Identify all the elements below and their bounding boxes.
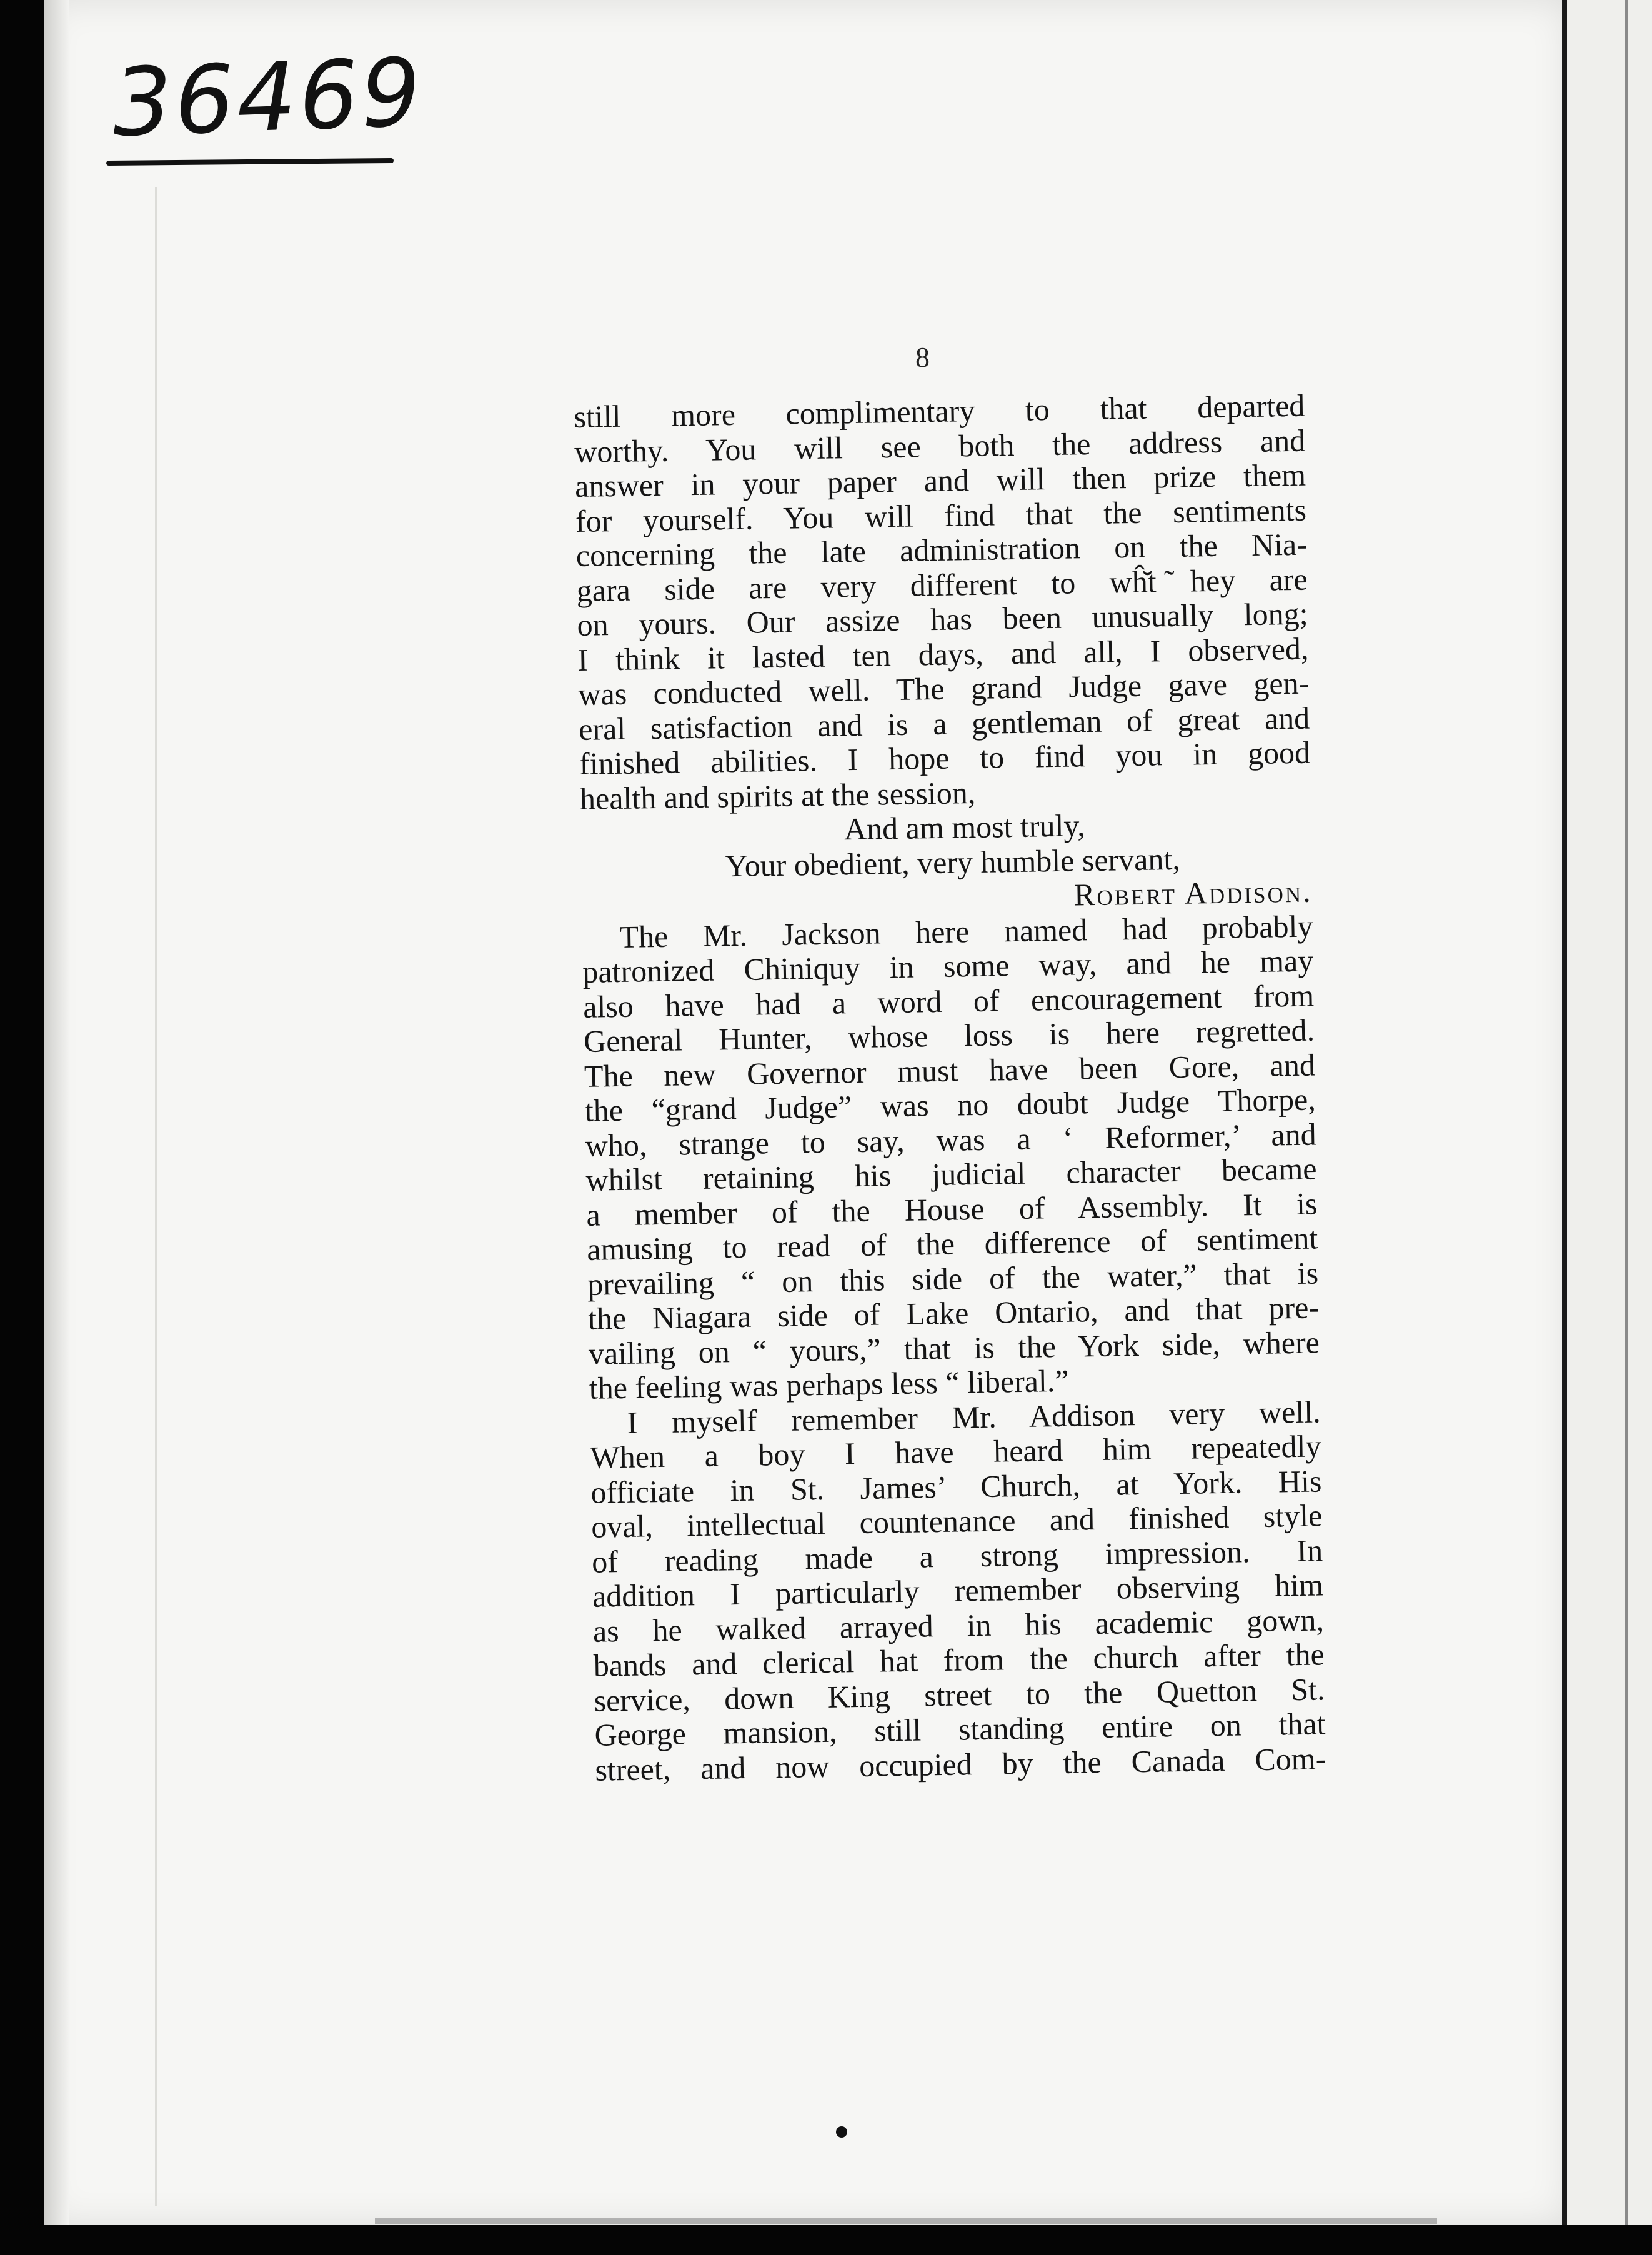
text-line: officiate in St. James’ Church, at York. His — [590, 1462, 1322, 1510]
text-line: vailing on “ yours,” that is the York side, where — [588, 1324, 1320, 1371]
letter-signature: Robert Addison. — [1073, 873, 1313, 912]
ink-dot — [836, 2126, 847, 2138]
text-line: The new Governor must have been Gore, and — [584, 1046, 1316, 1094]
text-line: on yours. Our assize has been unusually long; — [577, 596, 1308, 642]
text-line: I think it lasted ten days, and all, I observed, — [577, 631, 1309, 678]
text-line: as he walked arrayed in his academic gown, — [592, 1601, 1325, 1649]
text-line: patronized Chiniquy in some way, and he may — [582, 942, 1314, 989]
page-number: 8 — [915, 341, 930, 373]
page-left-edge — [44, 0, 69, 2225]
text-line: the feeling was perhaps less “ liberal.” — [589, 1362, 1069, 1406]
page-fold-line — [155, 188, 157, 2206]
text-line: of reading made a strong impression. In — [591, 1532, 1323, 1579]
text-line: amusing to read of the difference of sentiment — [586, 1220, 1318, 1267]
text-line: street, and now occupied by the Canada Com- — [594, 1740, 1326, 1788]
text-line: gara side are very different to wĥ̆t ̃hey are — [576, 561, 1308, 608]
text-line: worthy. You will see both the address and — [574, 422, 1306, 469]
body-text — [574, 389, 1326, 1788]
facing-page-gutter — [1625, 0, 1628, 2225]
text-line: answer in your paper and will then prize them — [574, 457, 1306, 504]
letter-closing: And am most truly, — [843, 808, 1086, 847]
text-line: addition I particularly remember observing him — [592, 1567, 1324, 1614]
text-line: a member of the House of Assembly. It is — [586, 1185, 1318, 1232]
text-line: who, strange to say, was a ‘ Reformer,’ and — [585, 1116, 1317, 1163]
text-line: I myself remember Mr. Addison very well. — [627, 1393, 1321, 1440]
text-line: for yourself. You will find that the sentiments — [575, 492, 1307, 539]
text-line: oval, intellectual countenance and finished style — [590, 1498, 1323, 1544]
facing-page-edge — [1562, 0, 1652, 2225]
text-line: finished abilities. I hope to find you in good — [579, 734, 1311, 781]
text-line: the Niagara side of Lake Ontario, and that pre- — [587, 1289, 1320, 1336]
text-line: When a boy I have heard him repeatedly — [590, 1428, 1321, 1475]
text-line: also have had a word of encouragement from — [582, 978, 1315, 1024]
text-line: concerning the late administration on the Nia- — [575, 526, 1308, 573]
text-line: service, down King street to the Quetton St. — [594, 1671, 1325, 1718]
text-line: was conducted well. The grand Judge gave gen- — [577, 665, 1310, 712]
text-line: the “grand Judge” was no doubt Judge Thorpe, — [584, 1081, 1316, 1128]
handwritten-catalog-number: 36469 — [111, 38, 425, 158]
text-line: bands and clerical hat from the church after the — [593, 1636, 1325, 1683]
text-line: The Mr. Jackson here named had probably — [619, 908, 1313, 954]
text-line: prevailing “ on this side of the water,” that is — [587, 1254, 1319, 1302]
text-line: eral satisfaction and is a gentleman of great and — [578, 700, 1310, 747]
letter-valediction: Your obedient, very humble servant, — [725, 841, 1181, 883]
text-line: General Hunter, whose loss is here regretted. — [583, 1012, 1315, 1059]
bottom-edge-smudge — [375, 2218, 1437, 2224]
text-line: whilst retaining his judicial character became — [585, 1151, 1317, 1198]
text-line: health and spirits at the session, — [579, 774, 976, 816]
text-line: George mansion, still standing entire on that — [594, 1706, 1326, 1752]
bottom-shadow — [0, 2225, 1652, 2255]
text-line: still more complimentary to that departed — [573, 388, 1305, 434]
